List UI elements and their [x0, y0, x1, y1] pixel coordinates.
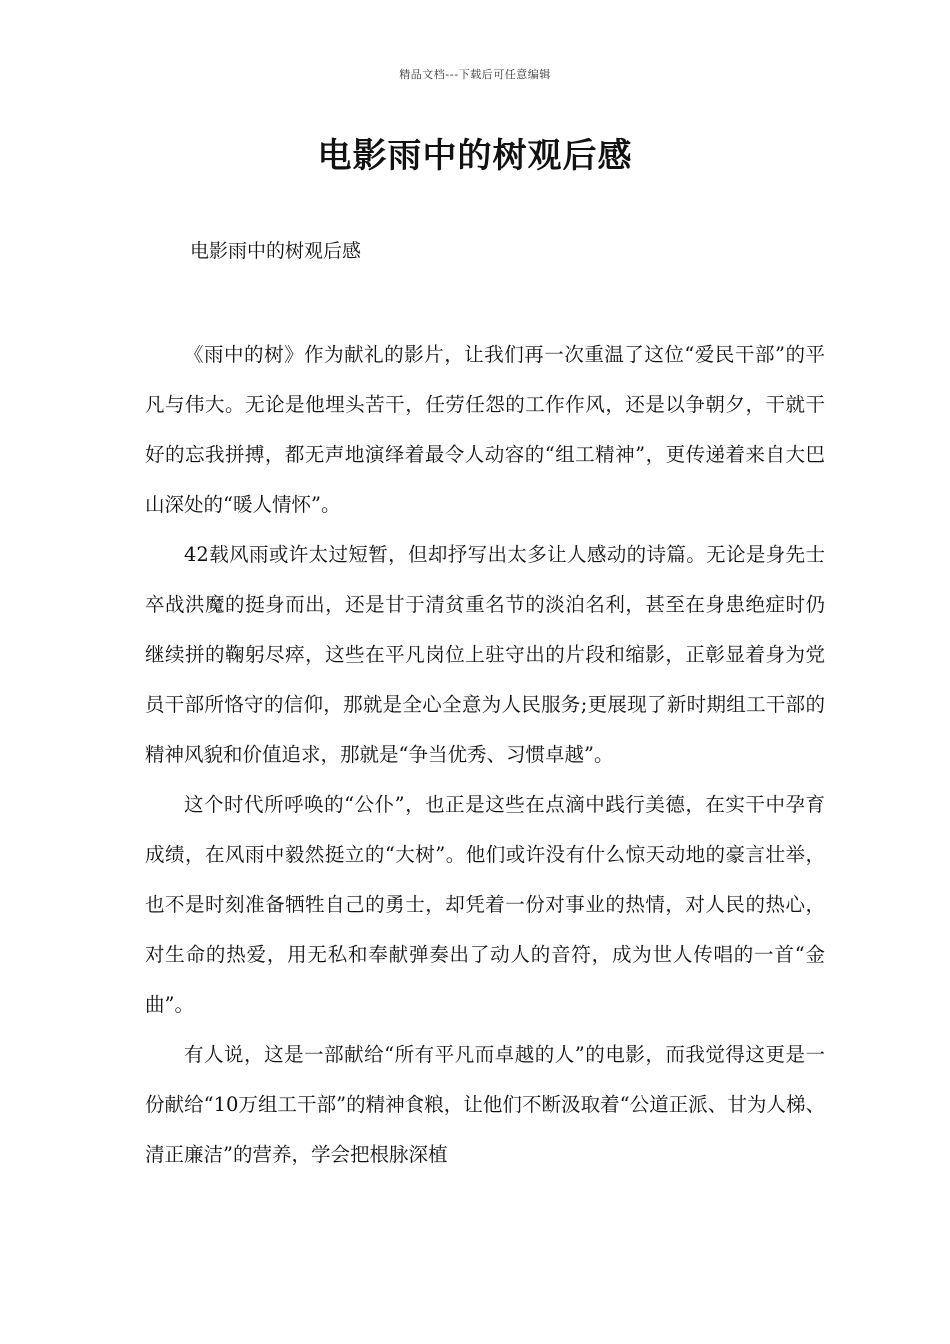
document-title: 电影雨中的树观后感: [317, 136, 633, 176]
paragraph: 有人说，这是一部献给“所有平凡而卓越的人”的电影，而我觉得这更是一份献给“10万组工干部”的精神食粮，让他们不断汲取着“公道正派、甘为人梯、清正廉洁”的营养，学会把根脉深植: [145, 1043, 825, 1166]
paragraph: 这个时代所呼唤的“公仆”，也正是这些在点滴中践行美德，在实干中孕育成绩，在风雨中毅然挺立的“大树”。他们或许没有什么惊天动地的豪言壮举，也不是时刻准备牺牲自己的勇士，却凭着一份对事业的热情，对人民的热心，对生命的热爱，用无私和奉献弹奏出了动人的音符，成为世人传唱的一首“金曲”。: [145, 793, 825, 1016]
page-header: 精品文档---下载后可任意编辑: [399, 68, 551, 81]
document-subtitle: 电影雨中的树观后感: [190, 240, 362, 262]
paragraph: 42载风雨或许太过短暂，但却抒写出太多让人感动的诗篇。无论是身先士卒战洪魔的挺身而出，还是甘于清贫重名节的淡泊名利，甚至在身患绝症时仍继续拼的鞠躬尽瘁，这些在平凡岗位上驻守出的片段和缩影，正彰显着身为党员干部所恪守的信仰，那就是全心全意为人民服务;更展现了新时期组工干部的精神风貌和价值追求，那就是“争当优秀、习惯卓越”。: [145, 543, 825, 766]
paragraph: 《雨中的树》作为献礼的影片，让我们再一次重温了这位“爱民干部”的平凡与伟大。无论是他埋头苦干，任劳任怨的工作作风，还是以争朝夕，干就干好的忘我拼搏，都无声地演绎着最令人动容的“组工精神”，更传递着来自大巴山深处的“暖人情怀”。: [145, 343, 825, 516]
document-body: [145, 330, 825, 1180]
